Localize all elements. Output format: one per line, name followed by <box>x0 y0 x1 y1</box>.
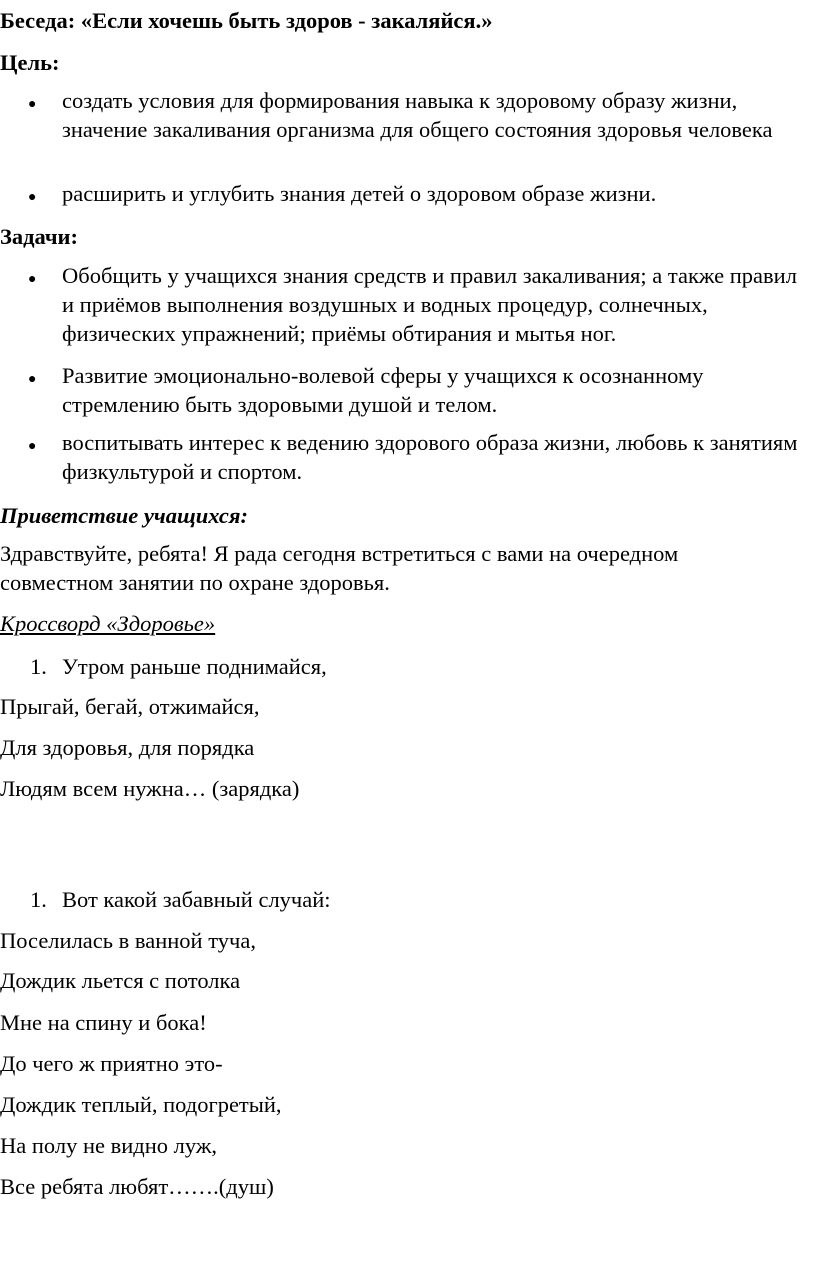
riddle-line: До чего ж приятно это- <box>0 1051 223 1076</box>
bullet-icon: ● <box>28 439 37 454</box>
task-item-text: воспитывать интерес к ведению здорового образа жизни, любовь к занятиям физкультурой и спортом. <box>62 430 798 484</box>
bullet-icon: ● <box>28 190 37 205</box>
riddle-number: 1. <box>30 654 47 679</box>
tasks-heading: Задачи: <box>0 224 79 249</box>
riddle-line: Все ребята любят…….(душ) <box>0 1174 274 1199</box>
task-item-text: Развитие эмоционально-волевой сферы у учащихся к осознанному стремлению быть здоровыми душой и телом. <box>62 363 704 417</box>
riddle-line: Для здоровья, для порядка <box>0 735 255 760</box>
riddle-line: Людям всем нужна… (зарядка) <box>0 776 300 801</box>
riddle-number: 1. <box>30 887 47 912</box>
bullet-icon: ● <box>28 272 37 287</box>
riddle-line: На полу не видно луж, <box>0 1133 217 1158</box>
goal-item-text: расширить и углубить знания детей о здоровом образе жизни. <box>62 181 657 206</box>
task-item-text: Обобщить у учащихся знания средств и правил закаливания; а также правил и приёмов выполнения воздушных и водных процедур, солнечных, физических упражнений; приёмы обтирания и мытья ног. <box>62 263 797 346</box>
goal-item-text: создать условия для формирования навыка к здоровому образу жизни, значение закаливания организма для общего состояния здоровья человека <box>62 88 773 142</box>
riddle-line: Мне на спину и бока! <box>0 1010 207 1035</box>
greeting-heading: Приветствие учащихся: <box>0 503 248 528</box>
riddle-line: Вот какой забавный случай: <box>62 887 331 912</box>
bullet-icon: ● <box>28 372 37 387</box>
document-title: Беседа: «Если хочешь быть здоров - закаляйся.» <box>0 8 493 33</box>
bullet-icon: ● <box>28 97 37 112</box>
riddle-line: Прыгай, бегай, отжимайся, <box>0 694 260 719</box>
riddle-line: Поселилась в ванной туча, <box>0 928 256 953</box>
greeting-text: Здравствуйте, ребята! Я рада сегодня встретиться с вами на очередном совместном занятии по охране здоровья. <box>0 541 679 595</box>
riddle-line: Дождик теплый, подогретый, <box>0 1092 282 1117</box>
riddle-line: Дождик льется с потолка <box>0 968 241 993</box>
riddle-line: Утром раньше поднимайся, <box>62 654 327 679</box>
goal-heading: Цель: <box>0 50 60 75</box>
crossword-heading: Кроссворд «Здоровье» <box>0 611 216 636</box>
